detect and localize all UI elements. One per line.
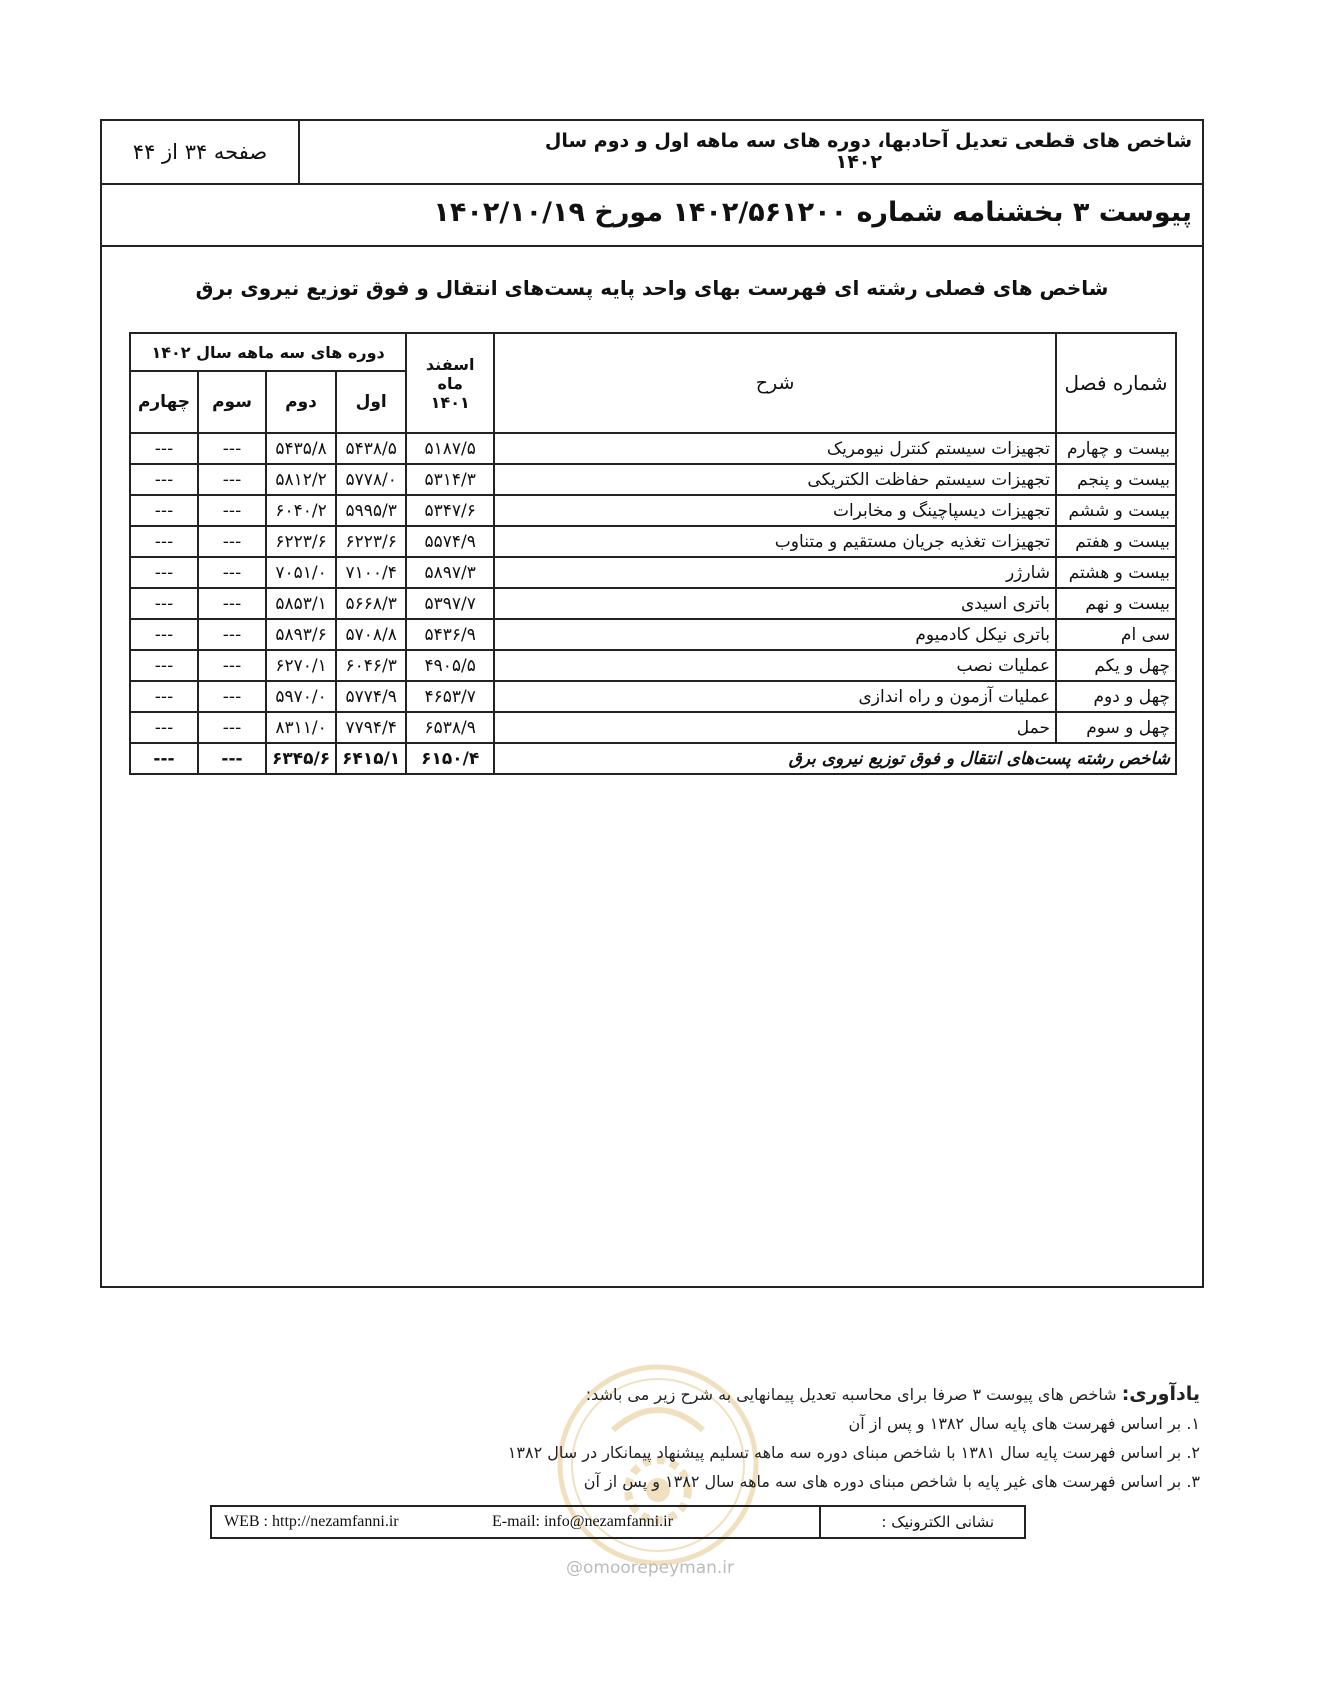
col-header-q4: چهارم (130, 371, 198, 433)
col-header-q2: دوم (266, 371, 336, 433)
table-row (130, 650, 1176, 681)
col-header-q1: اول (336, 371, 406, 433)
cell-fasl: چهل و سوم (1056, 712, 1176, 743)
cell-fasl: بیست و پنجم (1056, 464, 1176, 495)
cell-q3: --- (198, 464, 266, 495)
header-title-line1: شاخص های قطعی تعدیل آحادبها، دوره های سه ماهه اول و دوم سال (544, 130, 1192, 152)
cell-esfand: ۴۹۰۵/۵ (406, 650, 494, 681)
cell-q4: --- (130, 557, 198, 588)
total-esfand: ۶۱۵۰/۴ (406, 743, 494, 774)
cell-q4: --- (130, 588, 198, 619)
table-total-row (130, 743, 1176, 774)
cell-q4: --- (130, 526, 198, 557)
cell-q2: ۸۳۱۱/۰ (266, 712, 336, 743)
cell-q1: ۵۷۷۸/۰ (336, 464, 406, 495)
cell-q2: ۶۲۲۳/۶ (266, 526, 336, 557)
notes-item: ۱. بر اساس فهرست های پایه سال ۱۳۸۲ و پس از آن (848, 1414, 1200, 1433)
cell-q4: --- (130, 619, 198, 650)
table-row (130, 588, 1176, 619)
cell-q3: --- (198, 495, 266, 526)
watermark-site-text: @omoorepeyman.ir (566, 1558, 735, 1578)
total-q3: --- (198, 743, 266, 774)
table-row (130, 557, 1176, 588)
cell-fasl: چهل و دوم (1056, 681, 1176, 712)
cell-q2: ۵۸۱۲/۲ (266, 464, 336, 495)
header-title (312, 131, 1192, 173)
cell-q1: ۷۱۰۰/۴ (336, 557, 406, 588)
cell-q1: ۵۹۹۵/۳ (336, 495, 406, 526)
cell-q3: --- (198, 433, 266, 464)
col-header-fasl: شماره فصل (1056, 333, 1176, 433)
notes-section (410, 1380, 1200, 1496)
page-frame (100, 119, 1204, 1288)
cell-desc: تجهیزات تغذیه جریان مستقیم و متناوب (494, 526, 1056, 557)
cell-q3: --- (198, 619, 266, 650)
cell-q4: --- (130, 681, 198, 712)
cell-desc: حمل (494, 712, 1056, 743)
cell-q1: ۵۷۰۸/۸ (336, 619, 406, 650)
cell-q2: ۵۸۹۳/۶ (266, 619, 336, 650)
table-row (130, 681, 1176, 712)
cell-q3: --- (198, 712, 266, 743)
footer-email-link[interactable]: E-mail: info@nezamfanni.ir (492, 1513, 673, 1530)
total-q4: --- (130, 743, 198, 774)
table-row (130, 495, 1176, 526)
cell-q2: ۶۲۷۰/۱ (266, 650, 336, 681)
cell-q3: --- (198, 681, 266, 712)
total-q1: ۶۴۱۵/۱ (336, 743, 406, 774)
cell-fasl: بیست و هفتم (1056, 526, 1176, 557)
cell-q3: --- (198, 526, 266, 557)
cell-q1: ۵۶۶۸/۳ (336, 588, 406, 619)
footer-web-link[interactable]: WEB : http://nezamfanni.ir (224, 1513, 399, 1530)
table-row (130, 526, 1176, 557)
cell-esfand: ۵۸۹۷/۳ (406, 557, 494, 588)
cell-fasl: بیست و نهم (1056, 588, 1176, 619)
cell-desc: عملیات نصب (494, 650, 1056, 681)
cell-q1: ۵۷۷۴/۹ (336, 681, 406, 712)
table-row (130, 433, 1176, 464)
notes-label: یادآوری: (1121, 1383, 1200, 1405)
table-row (130, 712, 1176, 743)
cell-q2: ۵۸۵۳/۱ (266, 588, 336, 619)
cell-fasl: بیست و چهارم (1056, 433, 1176, 464)
cell-q4: --- (130, 712, 198, 743)
col-header-periods: دوره های سه ماهه سال ۱۴۰۲ (130, 333, 406, 371)
footer-label: نشانی الکترونیک : (819, 1507, 1024, 1537)
cell-q4: --- (130, 495, 198, 526)
table-title: شاخص های فصلی رشته ای فهرست بهای واحد پایه پست‌های انتقال و فوق توزیع نیروی برق (195, 276, 1109, 300)
cell-q2: ۵۹۷۰/۰ (266, 681, 336, 712)
cell-desc: باتری نیکل کادمیوم (494, 619, 1056, 650)
cell-q3: --- (198, 588, 266, 619)
cell-fasl: بیست و هشتم (1056, 557, 1176, 588)
cell-esfand: ۵۳۴۷/۶ (406, 495, 494, 526)
cell-desc: تجهیزات سیستم حفاظت الکتریکی (494, 464, 1056, 495)
cell-q2: ۵۴۳۵/۸ (266, 433, 336, 464)
cell-desc: شارژر (494, 557, 1056, 588)
cell-q1: ۶۲۲۳/۶ (336, 526, 406, 557)
cell-esfand: ۵۴۳۶/۹ (406, 619, 494, 650)
notes-item: ۲. بر اساس فهرست پایه سال ۱۳۸۱ با شاخص مبنای دوره سه ماهه تسلیم پیشنهاد پیمانکار در سال ۱۳۸۲ (507, 1443, 1200, 1462)
cell-esfand: ۴۶۵۳/۷ (406, 681, 494, 712)
cell-q4: --- (130, 464, 198, 495)
cell-desc: باتری اسیدی (494, 588, 1056, 619)
cell-q4: --- (130, 650, 198, 681)
cell-desc: تجهیزات دیسپاچینگ و مخابرات (494, 495, 1056, 526)
cell-esfand: ۵۵۷۴/۹ (406, 526, 494, 557)
cell-esfand: ۵۳۱۴/۳ (406, 464, 494, 495)
cell-esfand: ۵۱۸۷/۵ (406, 433, 494, 464)
cell-fasl: چهل و یکم (1056, 650, 1176, 681)
notes-item: ۳. بر اساس فهرست های غیر پایه با شاخص مبنای دوره های سه ماهه سال ۱۳۸۲ و پس از آن (583, 1472, 1200, 1491)
cell-fasl: سی ام (1056, 619, 1176, 650)
col-header-q3: سوم (198, 371, 266, 433)
annex-title: پیوست ۳ بخشنامه شماره ۱۴۰۲/۵۶۱۲۰۰ مورخ ۱۴۰۲/۱۰/۱۹ (433, 197, 1192, 228)
cell-q3: --- (198, 557, 266, 588)
cell-q1: ۷۷۹۴/۴ (336, 712, 406, 743)
page-number: صفحه ۳۴ از ۴۴ (102, 121, 300, 183)
table-row (130, 464, 1176, 495)
table-row (130, 619, 1176, 650)
header-title-line2: ۱۴۰۲ (835, 150, 882, 173)
index-table (129, 332, 1177, 775)
total-desc: شاخص رشته پست‌های انتقال و فوق توزیع نیروی برق (494, 743, 1176, 774)
total-q2: ۶۳۴۵/۶ (266, 743, 336, 774)
cell-desc: عملیات آزمون و راه اندازی (494, 681, 1056, 712)
notes-intro-line (410, 1380, 1200, 1409)
cell-desc: تجهیزات سیستم کنترل نیومریک (494, 433, 1056, 464)
cell-q2: ۶۰۴۰/۲ (266, 495, 336, 526)
cell-esfand: ۶۵۳۸/۹ (406, 712, 494, 743)
cell-esfand: ۵۳۹۷/۷ (406, 588, 494, 619)
notes-intro: شاخص های پیوست ۳ صرفا برای محاسبه تعدیل پیمانهایی به شرح زیر می باشد: (585, 1385, 1117, 1404)
col-header-esfand-label: اسفند ماه (425, 354, 475, 393)
col-header-desc: شرح (494, 333, 1056, 433)
annex-bar (102, 185, 1202, 247)
cell-q4: --- (130, 433, 198, 464)
cell-q3: --- (198, 650, 266, 681)
cell-q1: ۵۴۳۸/۵ (336, 433, 406, 464)
cell-q1: ۶۰۴۶/۳ (336, 650, 406, 681)
header-bar (102, 121, 1202, 185)
col-header-esfand (406, 333, 494, 433)
col-header-esfand-year: ۱۴۰۱ (430, 392, 470, 412)
footer-contact-box (210, 1505, 1026, 1539)
cell-q2: ۷۰۵۱/۰ (266, 557, 336, 588)
cell-fasl: بیست و ششم (1056, 495, 1176, 526)
